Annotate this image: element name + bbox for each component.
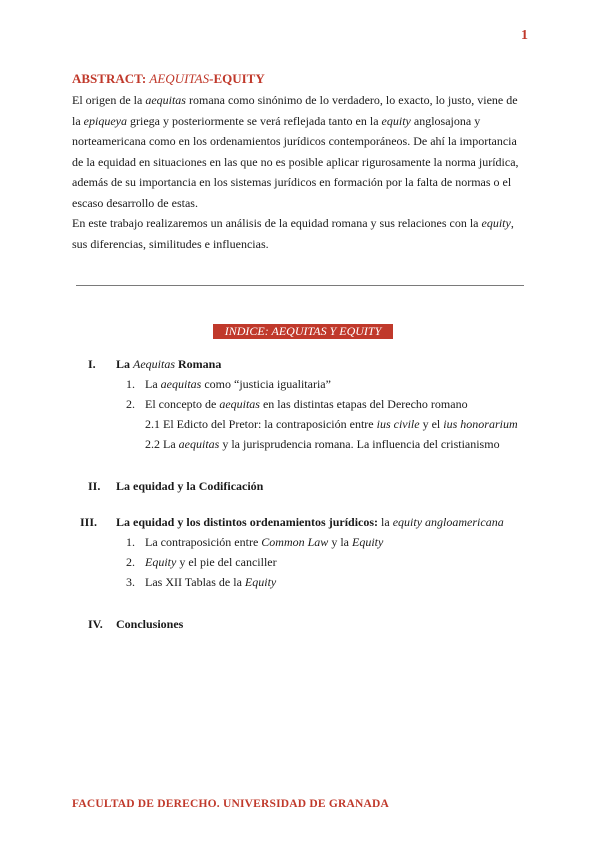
abstract-title-italic: AEQUITAS: [149, 71, 210, 86]
section-number: II.: [88, 479, 101, 493]
text-run: La: [116, 357, 134, 371]
abstract-title: [72, 70, 524, 88]
item-number: 1.: [126, 535, 135, 549]
section-title: Conclusiones: [116, 617, 184, 631]
toc-item-3-1[interactable]: [78, 532, 538, 552]
italic-term: epiqueya: [83, 113, 127, 128]
abstract-title-suffix: -EQUITY: [209, 71, 265, 86]
toc-section-2[interactable]: [78, 476, 538, 496]
italic-term: Aequitas: [133, 357, 176, 371]
text-run: en las distintas etapas del Derecho romano: [259, 397, 468, 411]
subitem-title: [145, 414, 518, 434]
text-run: La: [145, 377, 161, 391]
text-run: y la jurisprudencia romana. La influencia del cristianismo: [219, 437, 500, 451]
spacer: [78, 454, 538, 476]
text-run: griega y posteriormente se verá reflejada tanto en la: [126, 113, 382, 128]
toc-section-3[interactable]: [78, 512, 538, 532]
table-of-contents: [78, 354, 538, 634]
text-run: El origen de la: [72, 93, 146, 107]
item-number: 3.: [126, 575, 135, 589]
italic-term: Equity: [244, 575, 277, 589]
text-run: El concepto de: [145, 397, 220, 411]
toc-item-3-2[interactable]: [78, 552, 538, 572]
text-run: y la: [328, 535, 352, 549]
italic-term: Common Law: [261, 535, 329, 549]
spacer: [78, 592, 538, 614]
page-number: 1: [521, 28, 528, 43]
text-run: , sus diferencias, similitudes e influencias.: [72, 216, 514, 251]
section-title: La equidad y la Codificación: [116, 479, 264, 493]
subitem-title: [145, 434, 500, 454]
section-title: [116, 512, 504, 532]
item-title: [145, 572, 276, 592]
italic-term: equity angloamericana: [392, 515, 504, 529]
italic-term: aequitas: [178, 437, 220, 451]
item-number: 2.: [126, 397, 135, 411]
spacer: [78, 496, 538, 512]
abstract-paragraph-2: [72, 213, 524, 254]
abstract-section: [72, 70, 524, 254]
toc-subitem-2-1[interactable]: [78, 414, 538, 434]
italic-term: Equity: [145, 555, 177, 569]
italic-term: equity: [381, 113, 411, 128]
italic-term: aequitas: [145, 93, 186, 107]
page-footer: FACULTAD DE DERECHO. UNIVERSIDAD DE GRANADA: [72, 798, 389, 810]
text-run: 2.2 La: [145, 437, 179, 451]
item-title: [145, 374, 331, 394]
italic-term: equity: [481, 216, 511, 230]
toc-section-4[interactable]: [78, 614, 538, 634]
text-run: la: [378, 515, 393, 529]
section-number: IV.: [88, 617, 103, 631]
item-number: 1.: [126, 377, 135, 391]
section-title: [116, 354, 221, 374]
horizontal-divider: [76, 285, 524, 286]
text-run: como “justicia igualitaria”: [201, 377, 331, 391]
text-run: y el: [419, 417, 444, 431]
index-heading-badge: INDICE: AEQUITAS Y EQUITY: [213, 324, 393, 339]
item-title: [145, 532, 383, 552]
abstract-paragraph-1: [72, 90, 524, 213]
toc-section-1[interactable]: [78, 354, 538, 374]
italic-term: ius civile: [376, 417, 420, 431]
toc-item-1-2[interactable]: [78, 394, 538, 414]
item-number: 2.: [126, 555, 135, 569]
toc-item-1-1[interactable]: [78, 374, 538, 394]
text-run: En este trabajo realizaremos un análisis de la equidad romana y sus relaciones con la: [72, 216, 482, 230]
italic-term: aequitas: [160, 377, 202, 391]
abstract-title-prefix: ABSTRACT:: [72, 71, 150, 86]
toc-subitem-2-2[interactable]: [78, 434, 538, 454]
italic-term: aequitas: [219, 397, 260, 411]
toc-item-3-3[interactable]: [78, 572, 538, 592]
text-run: Romana: [175, 357, 222, 371]
italic-term: ius honorarium: [443, 417, 518, 431]
text-run: romana como sinónimo de lo verdadero, lo exacto, lo justo, viene de la: [72, 93, 518, 128]
item-title: [145, 552, 277, 572]
section-number: III.: [80, 515, 98, 529]
text-run: anglosajona y norteamericana como en los ordenamientos jurídicos contemporáneos. De ahí la importancia de la equidad en situaciones en las que no es posible aplicar rigurosamente la norma jurídica, además de su importancia en los sistemas jurídicos en formación por la falta de normas o el escaso desarrollo de estas.: [72, 113, 519, 210]
text-run: La equidad y los distintos ordenamientos jurídicos:: [116, 515, 379, 529]
text-run: La contraposición entre: [145, 535, 262, 549]
text-run: y el pie del canciller: [176, 555, 277, 569]
text-run: Las XII Tablas de la: [145, 575, 245, 589]
text-run: 2.1 El Edicto del Pretor: la contraposición entre: [145, 417, 377, 431]
italic-term: Equity: [351, 535, 384, 549]
section-number: I.: [88, 357, 96, 371]
item-title: [145, 394, 468, 414]
